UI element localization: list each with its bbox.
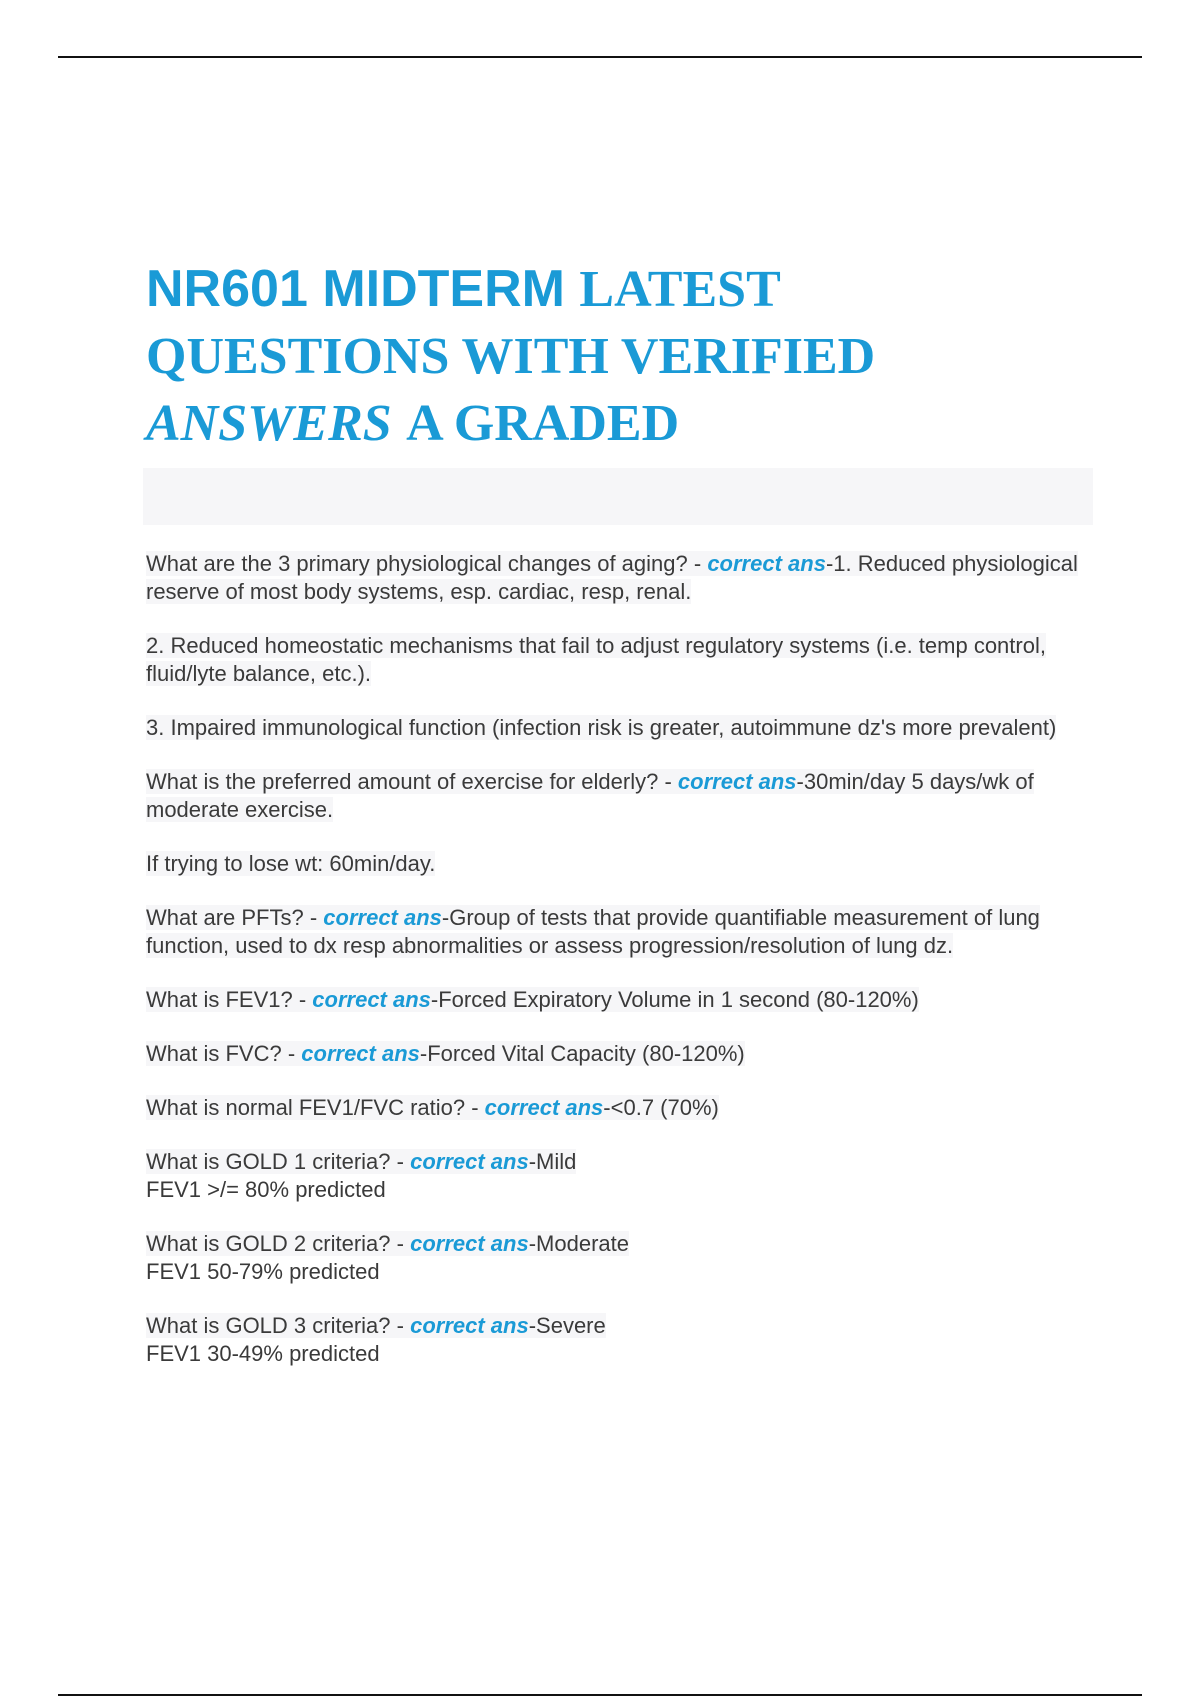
title-part-5: A GRADED xyxy=(406,395,680,452)
answer-prefix: - xyxy=(796,769,804,794)
separator: - xyxy=(390,1231,411,1256)
correct-answer-tag: correct ans xyxy=(410,1149,529,1174)
qa-item xyxy=(146,1040,1096,1068)
separator: - xyxy=(465,1095,485,1120)
correct-answer-tag: correct ans xyxy=(707,551,826,576)
answer-continuation xyxy=(146,850,1096,878)
answer-prefix: - xyxy=(528,1231,537,1256)
title-part-2: LATEST xyxy=(579,261,781,318)
answer-text: <0.7 (70%) xyxy=(610,1095,719,1120)
answer-detail: FEV1 >/= 80% predicted xyxy=(146,1177,386,1202)
separator: - xyxy=(687,551,708,576)
answer-continuation xyxy=(146,714,1096,742)
answer-detail: FEV1 30-49% predicted xyxy=(146,1341,380,1366)
correct-answer-tag: correct ans xyxy=(323,905,442,930)
blank-highlight-band xyxy=(143,468,1093,525)
continuation-text: 2. Reduced homeostatic mechanisms that fail to adjust regulatory systems (i.e. temp control, fluid/lyte balance, etc.). xyxy=(146,633,1046,686)
correct-answer-tag: correct ans xyxy=(410,1231,529,1256)
question-text: What is FVC? xyxy=(146,1041,282,1066)
qa-item xyxy=(146,1094,1096,1122)
continuation-text: 3. Impaired immunological function (infection risk is greater, autoimmune dz's more prevalent) xyxy=(146,715,1057,740)
answer-prefix: - xyxy=(603,1095,611,1120)
separator: - xyxy=(281,1041,302,1066)
continuation-text: If trying to lose wt: 60min/day. xyxy=(146,851,436,876)
qa-item xyxy=(146,904,1096,960)
correct-answer-tag: correct ans xyxy=(677,769,797,794)
question-text: What are the 3 primary physiological changes of aging? xyxy=(146,551,688,576)
answer-prefix: - xyxy=(825,551,834,576)
answer-detail: FEV1 50-79% predicted xyxy=(146,1259,380,1284)
correct-answer-tag: correct ans xyxy=(410,1313,529,1338)
answer-prefix: - xyxy=(419,1041,428,1066)
answer-prefix: - xyxy=(441,905,450,930)
answer-text: Group of tests that provide quantifiable measurement of lung function, used to dx resp abnormalities or assess progression/resolution of lung dz. xyxy=(146,905,1040,958)
correct-answer-tag: correct ans xyxy=(312,987,431,1012)
question-text: What is GOLD 3 criteria? xyxy=(146,1313,391,1338)
document-title xyxy=(146,256,1046,457)
qa-item xyxy=(146,1230,1096,1286)
separator: - xyxy=(303,905,324,930)
answer-text: Moderate xyxy=(536,1231,629,1256)
question-text: What is GOLD 2 criteria? xyxy=(146,1231,391,1256)
question-text: What is FEV1? xyxy=(146,987,293,1012)
answer-prefix: - xyxy=(528,1313,537,1338)
bottom-rule xyxy=(58,1694,1142,1696)
answer-prefix: - xyxy=(430,987,439,1012)
answer-text: Forced Expiratory Volume in 1 second (80-120%) xyxy=(438,987,919,1012)
correct-answer-tag: correct ans xyxy=(484,1095,604,1120)
answer-text: 30min/day 5 days/wk of moderate exercise. xyxy=(146,769,1034,822)
qa-item xyxy=(146,1312,1096,1368)
title-part-1: NR601 MIDTERM xyxy=(146,260,565,318)
qa-item xyxy=(146,1148,1096,1204)
qa-list xyxy=(146,550,1096,1394)
answer-text: Mild xyxy=(536,1149,577,1174)
separator: - xyxy=(292,987,313,1012)
separator: - xyxy=(390,1313,411,1338)
qa-item xyxy=(146,768,1096,824)
title-part-4: ANSWERS xyxy=(146,395,392,452)
question-text: What are PFTs? xyxy=(146,905,304,930)
question-text: What is normal FEV1/FVC ratio? xyxy=(146,1095,466,1120)
separator: - xyxy=(658,769,678,794)
answer-continuation xyxy=(146,632,1096,688)
correct-answer-tag: correct ans xyxy=(301,1041,420,1066)
question-text: What is GOLD 1 criteria? xyxy=(146,1149,391,1174)
answer-text: Severe xyxy=(536,1313,606,1338)
separator: - xyxy=(390,1149,411,1174)
answer-text: 1. Reduced physiological reserve of most body systems, esp. cardiac, resp, renal. xyxy=(146,551,1078,604)
qa-item xyxy=(146,986,1096,1014)
answer-text: Forced Vital Capacity (80-120%) xyxy=(427,1041,745,1066)
top-rule xyxy=(58,56,1142,58)
qa-item xyxy=(146,550,1096,606)
question-text: What is the preferred amount of exercise for elderly? xyxy=(146,769,659,794)
answer-prefix: - xyxy=(528,1149,537,1174)
title-part-3: QUESTIONS WITH VERIFIED xyxy=(146,328,876,385)
